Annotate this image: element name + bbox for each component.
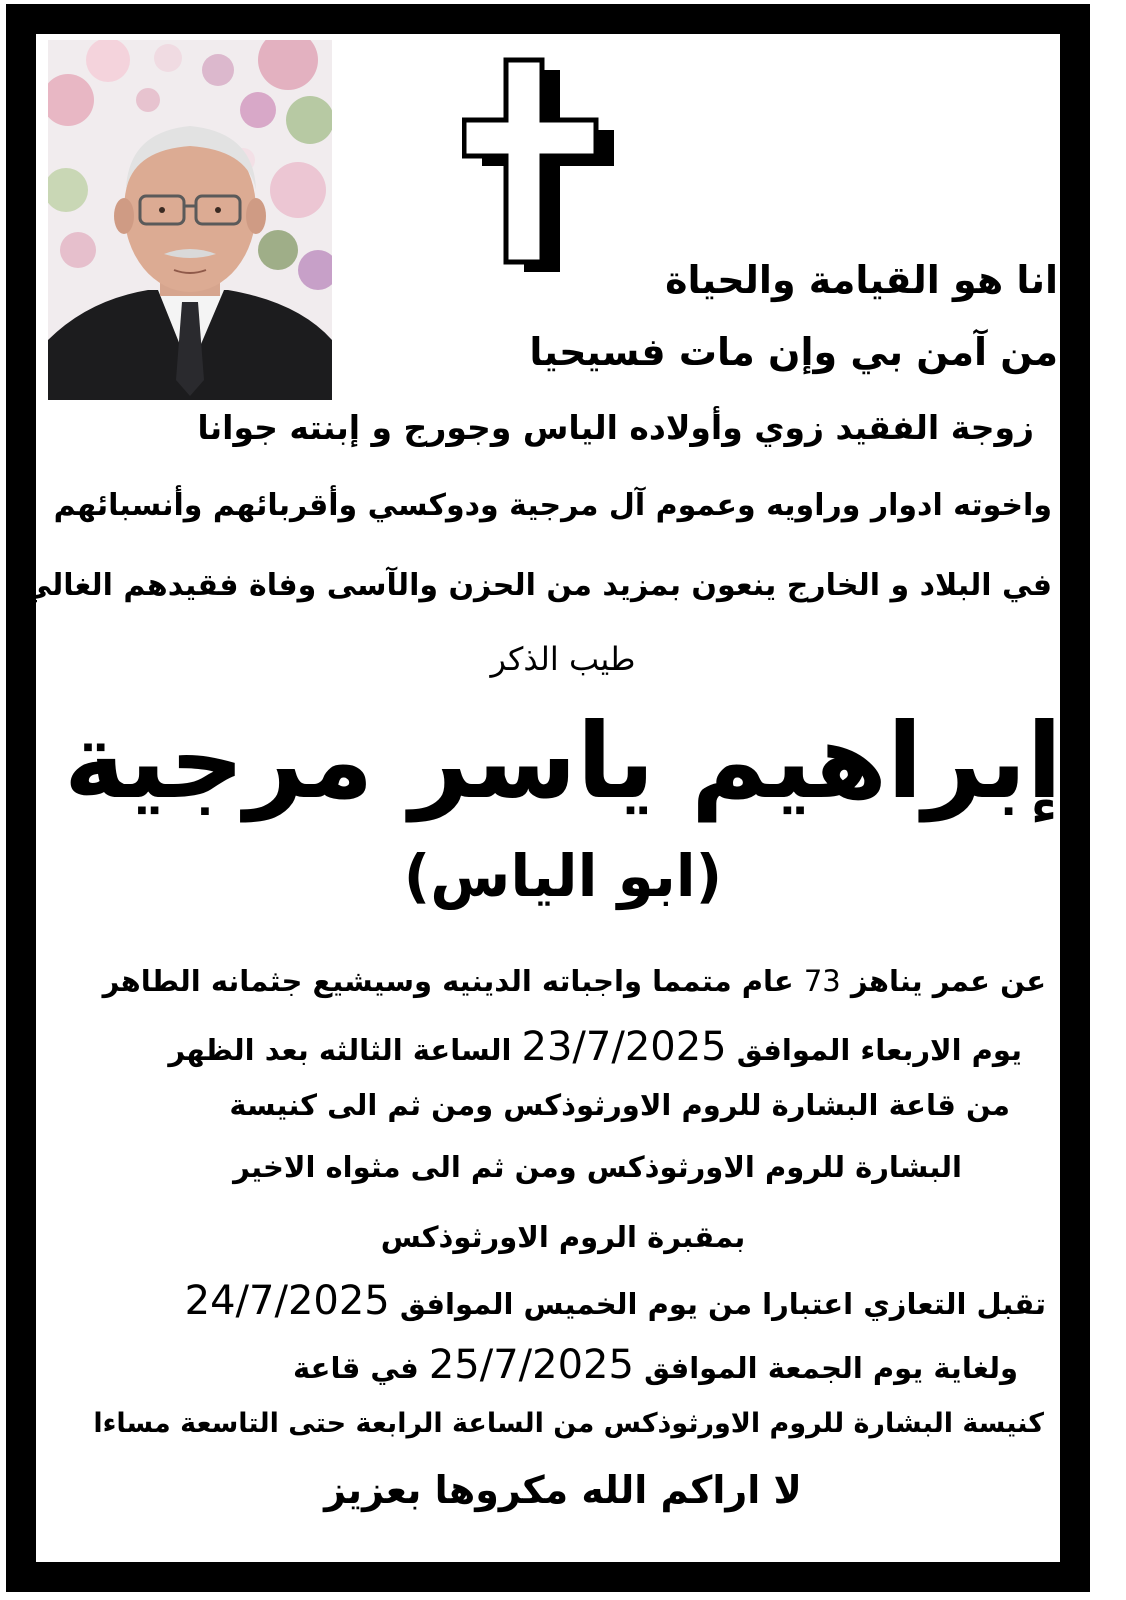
funeral-line-5: بمقبرة الروم الاورثوذكس <box>380 1220 746 1254</box>
mourners-line-2: واخوته ادوار وراويه وعموم آل مرجية ودوكسي وأقربائهم وأنسبائهم <box>53 488 1052 523</box>
funeral-line-3: من قاعة البشارة للروم الاورثوذكس ومن ثم الى كنيسة <box>229 1088 1010 1122</box>
condolences-line-2: ولغاية يوم الجمعة الموافق 25/7/2025 في قاعة <box>293 1342 1018 1388</box>
deceased-nickname: (ابو الياس) <box>403 842 723 910</box>
condolences-date-from: 24/7/2025 <box>184 1278 390 1324</box>
verse-line-2: من آمن بي وإن مات فسيحيا <box>529 330 1058 374</box>
mourners-line-1: زوجة الفقيد زوي وأولاده الياس وجورج و إبنته جوانا <box>197 408 1034 447</box>
funeral-date: 23/7/2025 <box>521 1024 727 1070</box>
age: 73 <box>803 964 841 998</box>
closing-line: لا اراكم الله مكروها بعزيز <box>324 1468 802 1512</box>
condolences-line-1: تقبل التعازي اعتبارا من يوم الخميس الموافق 24/7/2025 <box>184 1278 1046 1324</box>
deceased-name: إبراهيم ياسر مرجية <box>63 700 1063 822</box>
verse-line-1: انا هو القيامة والحياة <box>665 258 1058 302</box>
funeral-line-4: البشارة للروم الاورثوذكس ومن ثم الى مثواه الاخير <box>233 1150 962 1184</box>
funeral-line-2: يوم الاربعاء الموافق 23/7/2025 الساعة الثالثه بعد الظهر <box>168 1024 1022 1070</box>
cross-icon <box>462 54 622 272</box>
mourners-line-3: في البلاد و الخارج ينعون بمزيد من الحزن والآسى وفاة فقيدهم الغالي <box>21 568 1052 603</box>
condolences-line-3: كنيسة البشارة للروم الاورثوذكس من الساعة الرابعة حتى التاسعة مساءا <box>93 1408 1044 1439</box>
funeral-line-1: عن عمر يناهز 73 عام متمما واجباته الدينيه وسيشيع جثمانه الطاهر <box>102 964 1046 998</box>
portrait-photo <box>48 40 332 400</box>
condolences-date-to: 25/7/2025 <box>428 1342 634 1388</box>
epithet: طيب الذكر <box>490 640 636 678</box>
